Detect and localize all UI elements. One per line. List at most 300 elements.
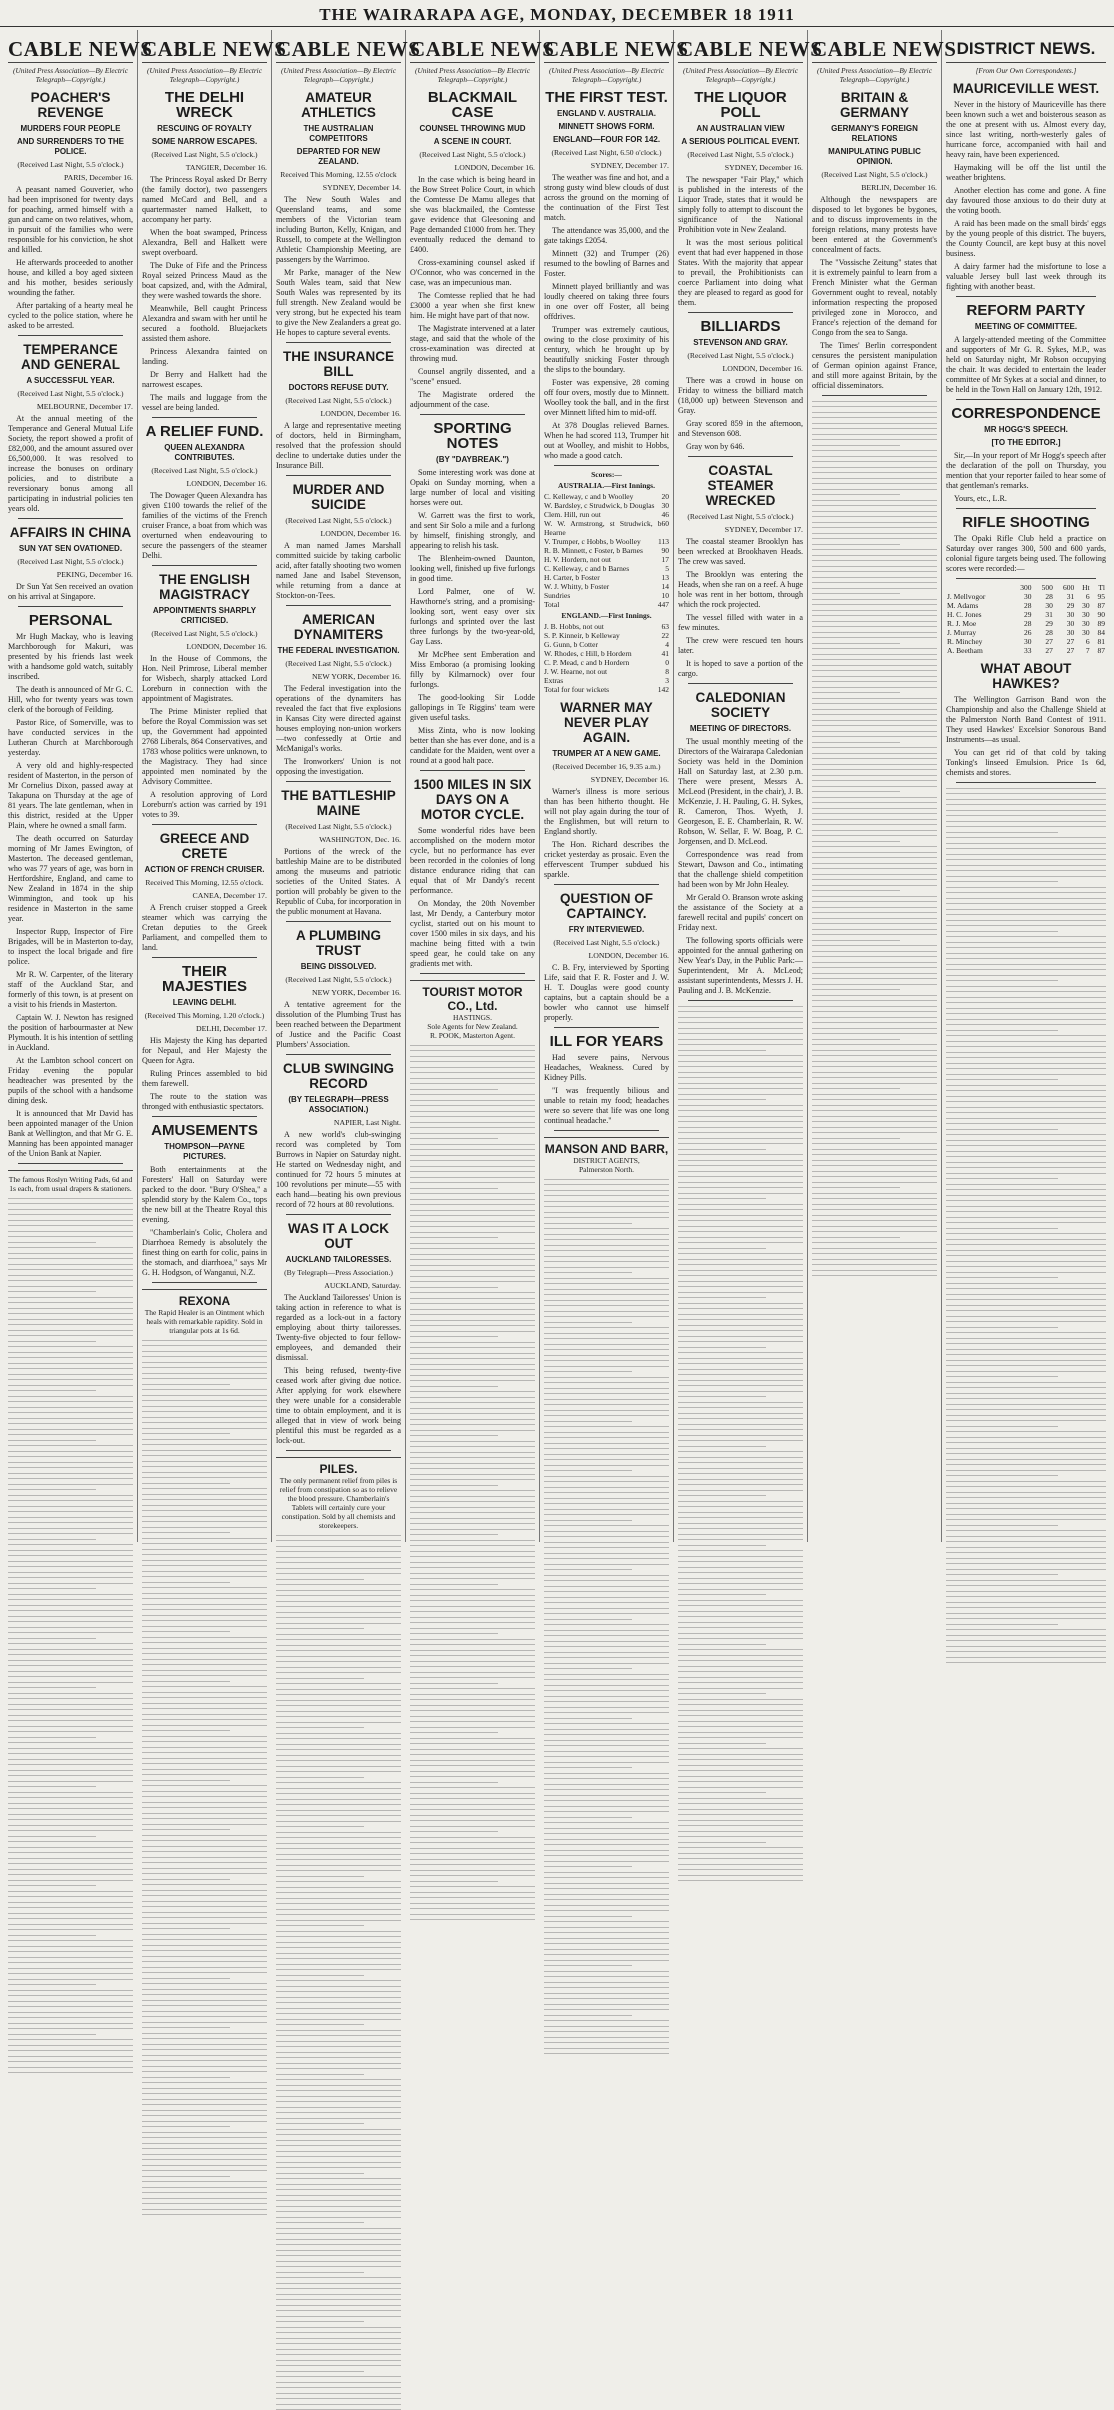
article-paragraph: W. Garrett was the first to work, and sent Sir Solo a mile and a furlong by himself, finishing strongly, and appearing to relish his task. [410,511,535,551]
divider [152,957,257,958]
received-note: (Received Last Night, 5.5 o'clock.) [8,389,133,399]
divider [420,973,525,974]
table-cell: 30 [1033,601,1054,610]
article-headline: AMERICAN DYNAMITERS [276,612,401,642]
column-header: CABLE NEWS [276,30,401,63]
table-cell: R. Minchey [946,637,1011,646]
article-paragraph: The coastal steamer Brooklyn has been wrecked at Brookhaven Heads. The crew was saved. [678,537,803,567]
article-paragraph: Some interesting work was done at Opaki on Sunday morning, when a large number of local and visiting horses were out. [410,468,535,508]
divider [286,342,391,343]
article-paragraph: A dairy farmer had the misfortune to lose a valuable Jersey bull last week through its fighting with another beast. [946,262,1106,292]
article-subheadline: AN AUSTRALIAN VIEW [678,124,803,134]
table-cell: 7 [1075,646,1090,655]
table-cell: R. J. Moe [946,619,1011,628]
article-paragraph: The crew were rescued ten hours later. [678,636,803,656]
article-subheadline: MINNETT SHOWS FORM. [544,122,669,132]
divider [688,312,793,313]
received-note: (Received Last Night, 5.5 o'clock.) [142,150,267,160]
article-subheadline: MEETING OF COMMITTEE. [946,322,1106,332]
table-cell: 6 [1075,592,1090,601]
runs: 13 [662,573,670,582]
dateline: SYDNEY, December 14. [276,183,401,193]
received-note: (Received Last Night, 5.5 o'clock.) [276,396,401,406]
article-paragraph: It is announced that Mr David has been appointed manager of the Union Bank at Wellington, and that Mr G. E. Manning has been appointed manager of the Union Bank at Napier. [8,1109,133,1159]
column [406,30,540,1542]
column [4,30,138,1542]
table-cell: 30 [1011,637,1032,646]
table-cell: J. Mellvogor [946,592,1011,601]
rifle-scores-table [946,583,1106,655]
received-note: (Received Last Night, 5.5 o'clock.) [8,160,133,170]
received-note: (Received Last Night, 5.5 o'clock.) [678,512,803,522]
divider [822,395,927,396]
article-paragraph: It is hoped to save a portion of the cargo. [678,659,803,679]
article-subheadline: SUN YAT SEN OVATIONED. [8,544,133,554]
table-cell: 30 [1054,628,1075,637]
batsman: Extras [544,676,563,685]
article-headline: CLUB SWINGING RECORD [276,1061,401,1091]
article-headline: COASTAL STEAMER WRECKED [678,463,803,508]
dateline: NEW YORK, December 16. [276,672,401,682]
article-subheadline: QUEEN ALEXANDRA CONTRIBUTES. [142,443,267,463]
column [808,30,942,1542]
article-paragraph: The usual monthly meeting of the Directors of the Wairarapa Caledonian Society was held in the Dominion Hall on Saturday last, at 2.30 p.m. There were present, Messrs A. McLeod (President, in the chair), J. B. McKenzie, J. H. Pauling, G. H. Sykes, R. Cameron, Thos. Wyeth, J. Georgeson, E. E. Chamberlain, R. W. Robson, W. Sellar, F. W. Boag, P. C. Jorgensen, and D. McLeod. [678,737,803,847]
ad-line: R. POOK, Masterton Agent. [410,1031,535,1040]
article-headline: THE DELHI WRECK [142,90,267,120]
score-row [544,555,669,564]
batsman: Sundries [544,591,570,600]
article-paragraph: Yours, etc., L.R. [946,494,1106,504]
received-note: (Received Last Night, 5.5 o'clock.) [142,629,267,639]
article-headline: MAURICEVILLE WEST. [946,81,1106,96]
received-note: (Received Last Night, 5.5 o'clock.) [678,351,803,361]
article-headline: ILL FOR YEARS [544,1034,669,1049]
article-paragraph: "Chamberlain's Colic, Cholera and Diarrhoea Remedy is absolutely the finest thing on earth for colic, pains in the stomach, and diarrhoea," says Mr G. H. Hodgson, of Wanganui, N.Z. [142,1228,267,1278]
score-row [544,658,669,667]
article-subheadline: GERMANY'S FOREIGN RELATIONS [812,124,937,144]
article-paragraph: The Wellington Garrison Band won the Championship and also the Challenge Shield at the Palmerston North Band Contest of 1911. They used Hawkes' Excelsior Sonorous Band Instruments—as usual. [946,695,1106,745]
dateline: SYDNEY, December 17. [678,525,803,535]
divider [18,518,123,519]
dateline: WASHINGTON, Dec. 16. [276,835,401,845]
column-credit: [From Our Own Correspondents.] [946,66,1106,75]
scoreboard [544,470,669,694]
ad-line: Palmerston North. [544,1165,669,1174]
article-subheadline: APPOINTMENTS SHARPLY CRITICISED. [142,606,267,626]
table-cell: 29 [1054,601,1075,610]
divider [956,296,1096,297]
article-headline: BILLIARDS [678,319,803,334]
received-note: (Received Last Night, 5.5 o'clock.) [276,659,401,669]
batsman: C. Kelleway, c and b Woolley [544,492,633,501]
score-row [544,573,669,582]
article-paragraph: A raid has been made on the small birds' eggs by the young people of this district. The buyers, the County Council, are kept busy at this novel business. [946,219,1106,259]
article-paragraph: The mails and luggage from the vessel are being landed. [142,393,267,413]
article-paragraph: The "Vossische Zeitung" states that it is extremely painful to learn from a French Minister what the German Government ought to reveal, notably information respecting the proposed privileged zone in Morocco, and France's rejection of the demand for Congo from the sea to Sanga. [812,258,937,338]
divider [956,782,1096,783]
received-note: (Received Last Night, 5.5 o'clock.) [142,466,267,476]
article-paragraph: Dr Sun Yat Sen received an ovation on his arrival at Singapore. [8,582,133,602]
article-paragraph: The Duke of Fife and the Princess Royal seized Princess Maud as the boat capsized, and, with the Admiral, they were washed towards the shore. [142,261,267,301]
score-row [544,640,669,649]
column-heading: Tl [1091,583,1106,592]
ad-name: PILES. [276,1462,401,1476]
divider [688,683,793,684]
article-subheadline: [TO THE EDITOR.] [946,438,1106,448]
received-note: Received This Morning, 12.55 o'clock [276,170,401,180]
article-headline: GREECE AND CRETE [142,831,267,861]
table-cell: 26 [1011,628,1032,637]
table-cell: 28 [1033,592,1054,601]
article-paragraph: The Magistrate intervened at a later stage, and said that the whole of the cross-examination was directed at throwing mud. [410,324,535,364]
divider [554,1130,659,1131]
table-cell: 87 [1091,646,1106,655]
article-subheadline: THE FEDERAL INVESTIGATION. [276,646,401,656]
received-note: (Received Last Night, 5.5 o'clock.) [276,822,401,832]
table-cell: 30 [1075,619,1090,628]
article-paragraph: The Brooklyn was entering the Heads, when she ran on a reef. A huge hole was rent in her bottom, through which the rock projected. [678,570,803,610]
table-cell: 84 [1091,628,1106,637]
table-cell: 31 [1054,592,1075,601]
divider [152,1116,257,1117]
table-cell: 33 [1011,646,1032,655]
divider [286,781,391,782]
runs: 8 [665,667,669,676]
article-paragraph: Gray scored 859 in the afternoon, and Stevenson 608. [678,419,803,439]
article-subheadline: FRY INTERVIEWED. [544,925,669,935]
received-note: (Received Last Night, 5.5 o'clock.) [812,170,937,180]
column [674,30,808,1542]
score-row [544,622,669,631]
column [942,30,1110,1542]
column-header: CABLE NEWS [678,30,803,63]
article-headline: MURDER AND SUICIDE [276,482,401,512]
dateline: DELHI, December 17. [142,1024,267,1034]
divider [554,465,659,466]
article-paragraph: C. B. Fry, interviewed by Sporting Life, said that F. R. Foster and J. W. H. T. Douglas were good county captains, but a captain should be a bowler who cannot use himself properly. [544,963,669,1023]
dateline: BERLIN, December 16. [812,183,937,193]
divider [18,335,123,336]
column-credit: (United Press Association—By Electric Telegraph—Copyright.) [8,66,133,84]
article-subheadline: THOMPSON—PAYNE PICTURES. [142,1142,267,1162]
article-paragraph: The Hon. Richard describes the cricket yesterday as prosaic. Even the effervescent Trumper subdued his sparkle. [544,840,669,880]
table-cell: 6 [1075,637,1090,646]
article-subheadline: ENGLAND—FOUR FOR 142. [544,135,669,145]
text-filler [276,1535,401,2410]
column-header: CABLE NEWS [812,30,937,63]
ad-name: TOURIST MOTOR CO., Ltd. [410,985,535,1013]
team-heading: ENGLAND.—First Innings. [544,611,669,620]
article-paragraph: A man named James Marshall committed suicide by taking carbolic acid, after fatally shooting two women named Jane and Isabel Stevenson, while returning from a dance at Stockton-on-Tees. [276,541,401,601]
article-headline: RIFLE SHOOTING [946,515,1106,530]
article-paragraph: Although the newspapers are disposed to let bygones be bygones, and to discuss improvements in the foreign relations, many protests have been entered at the Government's concealment of facts. [812,195,937,255]
dateline: LONDON, December 16. [276,409,401,419]
runs: 5 [665,564,669,573]
total-label: Total [544,600,559,609]
table-cell: A. Beetham [946,646,1011,655]
received-note: (Received Last Night, 5.5 o'clock.) [276,975,401,985]
article-headline: THE ENGLISH MAGISTRACY [142,572,267,602]
score-total [544,600,669,609]
runs: 14 [662,582,670,591]
article-paragraph: Never in the history of Mauriceville has there been known such a wet and boisterous season as the one at present with us. Almost every day, since last writing, north-westerly gales of hurricane force, accompanied with hail and heavy rain, have been experienced. [946,100,1106,160]
received-note: (Received Last Night, 5.5 o'clock.) [678,150,803,160]
masthead [0,4,1114,27]
article-paragraph: The Auckland Tailoresses' Union is taking action in reference to what is regarded as a lock-out in a factory employing about thirty tailoresses. Twenty-five objected to four fellow-employees, and demanded their dismissal. [276,1293,401,1363]
article-headline: WARNER MAY NEVER PLAY AGAIN. [544,700,669,745]
table-cell: 30 [1075,610,1090,619]
article-paragraph: A French cruiser stopped a Greek steamer which was carrying the Cretan deputies to the Greek Parliament, and compelled them to land. [142,903,267,953]
dateline: MELBOURNE, December 17. [8,402,133,412]
batsman: C. Kelleway, c and b Barnes [544,564,629,573]
received-note: (Received Last Night, 5.5 o'clock.) [276,516,401,526]
text-filler [8,1198,133,2074]
article-headline: BRITAIN & GERMANY [812,90,937,120]
table-cell: 30 [1011,592,1032,601]
article-paragraph: Foster was expensive, 28 coming off four overs, mostly due to Minnett. Woolley took the ball, and in the first over Minnett lifted him to mid-off. [544,378,669,418]
article-subheadline: BEING DISSOLVED. [276,962,401,972]
article-paragraph: Princess Alexandra fainted on landing. [142,347,267,367]
ad-line: The only permanent relief from piles is relief from constipation so as to relieve the blood pressure. Chamberlain's Tablets will certainly cure your constipation. Sold by all chemists and storekeepers. [276,1476,401,1530]
text-filler [678,1006,803,1882]
text-filler [410,1045,535,1921]
article-subheadline: ACTION OF FRENCH CRUISER. [142,865,267,875]
article-subheadline: A SERIOUS POLITICAL EVENT. [678,137,803,147]
score-row [544,564,669,573]
article-subheadline: MR HOGG'S SPEECH. [946,425,1106,435]
received-note: (Received Last Night, 5.5 o'clock.) [8,557,133,567]
table-cell: 28 [1033,628,1054,637]
advertisement [276,1457,401,1530]
article-paragraph: It was the most serious political event that had ever happened in those States. With the majority that appear to prevail, the Prohibitionists can coerce Parliament into doing what they are pleased to regard as good for them. [678,238,803,308]
score-row [544,676,669,685]
divider [152,824,257,825]
article-subheadline: AUCKLAND TAILORESSES. [276,1255,401,1265]
received-note: (Received Last Night, 5.5 o'clock.) [544,938,669,948]
article-headline: AMUSEMENTS [142,1123,267,1138]
total-label: Total for four wickets [544,685,609,694]
article-paragraph: A large and representative meeting of doctors, held in Birmingham, resolved that the profession should decline to undertake duties under the Insurance Bill. [276,421,401,471]
received-note: Received This Morning, 12.55 o'clock. [142,878,267,888]
dateline: SYDNEY, December 17. [544,161,669,171]
score-row [544,631,669,640]
article-paragraph: "I was frequently bilious and unable to retain my food; headaches were so severe that life was one long continual headache." [544,1086,669,1126]
divider [152,1282,257,1283]
divider [286,1214,391,1215]
masthead-title: THE WAIRARAPA AGE, MONDAY, DECEMBER 18 1911 [319,5,795,24]
scores-title: Scores:— [544,470,669,479]
article-headline: THE INSURANCE BILL [276,349,401,379]
advertisement [544,1137,669,1174]
score-row [544,546,669,555]
divider [18,1163,123,1164]
ad-line: Sole Agents for New Zealand. [410,1022,535,1031]
runs: 30 [662,501,670,510]
table-cell: 30 [1075,601,1090,610]
batsman: H. Carter, b Foster [544,573,600,582]
article-paragraph: He afterwards proceeded to another house, and killed a boy aged sixteen and his mother, besides seriously wounding the father. [8,258,133,298]
column-credit: (United Press Association—By Electric Telegraph—Copyright.) [812,66,937,84]
received-note: (Received This Morning, 1.20 o'clock.) [142,1011,267,1021]
article-headline: BLACKMAIL CASE [410,90,535,120]
column-header: CABLE NEWS [142,30,267,63]
article-paragraph: The Opaki Rifle Club held a practice on Saturday over ranges 300, 500 and 600 yards, colonial figure targets being used. The following scores were recorded:— [946,534,1106,574]
divider [286,1054,391,1055]
article-paragraph: The death occurred on Saturday morning of Mr James Ewington, of Masterton. The deceased gentleman, who was 77 years of age, was born in Hertfordshire, England, and came to New Zealand in 1874 in the ship Wimmington, and took up his residence in Masterton in the same year. [8,834,133,924]
article-paragraph: Sir,—In your report of Mr Hogg's speech after the declaration of the poll on Thursday, you mention that your reporter failed to hear some of that gentleman's remarks. [946,451,1106,491]
article-subheadline: SOME NARROW ESCAPES. [142,137,267,147]
article-paragraph: The Federal investigation into the operations of the dynamiters has revealed the fact that five explosions in Kansas City were directed against houses employing non-union workers—two confessedly at Ortie and McManigal's works. [276,684,401,754]
article-paragraph: You can get rid of that cold by taking Tonking's linseed Emulsion. Price 1s 6d, chemists and stores. [946,748,1106,778]
table-cell: 30 [1075,628,1090,637]
article-headline: AFFAIRS IN CHINA [8,525,133,540]
runs: 60 [662,519,670,537]
article-paragraph: Mr Parke, manager of the New South Wales team, said that New South Wales was represented by its full strength. New Zealand would be very strong, but he expected his team to give the New Zealanders a great go. He hopes to capture several events. [276,268,401,338]
article-paragraph: Counsel angrily dissented, and a "scene" ensued. [410,367,535,387]
article-paragraph: Minnett played brilliantly and was loudly cheered on taking three fours in one over off Foster, all being offdrives. [544,282,669,322]
column-heading [946,583,1011,592]
article-paragraph: A largely-attended meeting of the Committee and supporters of Mr G. R. Sykes, M.P., was held on Saturday night, Mr Robson occupying the chair. It was decided to entertain the leader committee of Mr Sykes at a social and dinner, to be held in the Town Hall on January 12th, 1912. [946,335,1106,395]
column-heading: 600 [1054,583,1075,592]
article-paragraph: A very old and highly-respected resident of Masterton, in the person of Mr Cornelius Dixon, passed away at Takapuna on Thursday at the age of 81 years. The late gentleman, when in this district, resided at the Upper Plain, where he owned a small farm. [8,761,133,831]
article-paragraph: The Prime Minister replied that before the Royal Commission was set up, the Government had appointed 2768 Liberals, 864 Conservatives, and 1783 whose politics were unknown, to the Magistracy. They had since appointed men nominated by the Advisory Committee. [142,707,267,787]
article-paragraph: Pastor Rice, of Somerville, was to have conducted services in the Lutheran Church at Marchborough yesterday. [8,718,133,758]
column-header: CABLE NEWS [544,30,669,63]
article-subheadline: A SUCCESSFUL YEAR. [8,376,133,386]
score-row [544,582,669,591]
article-paragraph: Mr Gerald O. Branson wrote asking the assistance of the Society at a farewell recital and pupils' concert on Friday next. [678,893,803,933]
score-row [544,501,669,510]
table-header-row [946,583,1106,592]
article-paragraph: The good-looking Sir Lodde gallopings in Te Riggins' team were given useful tasks. [410,693,535,723]
article-subheadline: TRUMPER AT A NEW GAME. [544,749,669,759]
table-row [946,646,1106,655]
team-heading: AUSTRALIA.—First Innings. [544,481,669,490]
column-credit: (United Press Association—By Electric Telegraph—Copyright.) [142,66,267,84]
batsman: Clem. Hill, run out [544,510,601,519]
article-paragraph: Dr Berry and Halkett had the narrowest escapes. [142,370,267,390]
article-paragraph: Mr Hugh Mackay, who is leaving Marchborough for Makuri, was presented by his friends last week with a handsome gold watch, suitably inscribed. [8,632,133,682]
table-row [946,592,1106,601]
text-filler [812,401,937,1277]
article-subheadline: DEPARTED FOR NEW ZEALAND. [276,147,401,167]
article-headline: WHAT ABOUT HAWKES? [946,661,1106,691]
article-headline: A RELIEF FUND. [142,424,267,439]
batsman: S. P. Kinneir, b Kelleway [544,631,620,640]
advertisement [8,1170,133,1193]
divider [420,414,525,415]
table-cell: J. Murray [946,628,1011,637]
dateline: SYDNEY, December 16. [678,163,803,173]
article-paragraph: A resolution approving of Lord Loreburn's action was carried by 191 votes to 39. [142,790,267,820]
score-row [544,492,669,501]
column [272,30,406,1542]
article-paragraph: Inspector Rupp, Inspector of Fire Brigades, will be in Masterton to-day, to inspect the local brigade and fire police. [8,927,133,967]
dateline: LONDON, December 16. [678,364,803,374]
table-cell: 28 [1011,619,1032,628]
divider [420,770,525,771]
dateline: SYDNEY, December 16. [544,775,669,785]
article-paragraph: The vessel filled with water in a few minutes. [678,613,803,633]
dateline: TANGIER, December 16. [142,163,267,173]
article-headline: SPORTING NOTES [410,421,535,451]
column-credit: (United Press Association—By Electric Telegraph—Copyright.) [410,66,535,84]
divider [286,1450,391,1451]
runs: 17 [662,555,670,564]
received-note: (Received Last Night, 6.50 o'clock.) [544,148,669,158]
article-headline: WAS IT A LOCK OUT [276,1221,401,1251]
article-paragraph: Some wonderful rides have been accomplished on the modern motor cycle, but no performance has ever been recorded in the colonies of long distance endurance riding that can equal that of Mr Dandy's recent performance. [410,826,535,896]
article-paragraph: Warner's illness is more serious than has been hitherto thought. He will not play again during the tour of the Englishmen, but will return to England shortly. [544,787,669,837]
divider [18,606,123,607]
table-cell: 31 [1033,610,1054,619]
article-paragraph: A new world's club-swinging record was completed by Tom Burrows in Napier on Saturday night. He started on Wednesday night, and continued for 72 hours 5 minutes at 100 revolutions per minute—55 with each hand—beating his own previous record of 72 hours at 80 revolutions. [276,1130,401,1210]
table-cell: 27 [1054,646,1075,655]
article-headline: THE FIRST TEST. [544,90,669,105]
batsman: G. Gunn, b Cotter [544,640,598,649]
runs: 0 [665,658,669,667]
runs: 90 [662,546,670,555]
divider [152,417,257,418]
article-paragraph: There was a crowd in house on Friday to witness the billiard match (18,000 up) between Stevenson and Gray. [678,376,803,416]
article-headline: CALEDONIAN SOCIETY [678,690,803,720]
runs: 63 [662,622,670,631]
article-paragraph: The Blenheim-owned Daunton, looking well, finished up five furlongs in good time. [410,554,535,584]
total-runs: 447 [658,600,669,609]
article-headline: CORRESPONDENCE [946,406,1106,421]
ad-name: REXONA [142,1294,267,1308]
runs: 113 [658,537,669,546]
divider [286,605,391,606]
article-subheadline: ENGLAND V. AUSTRALIA. [544,109,669,119]
runs: 22 [662,631,670,640]
article-subheadline: AND SURRENDERS TO THE POLICE. [8,137,133,157]
ad-line: The famous Roslyn Writing Pads, 6d and 1s each, from usual drapers & stationers. [8,1175,133,1193]
columns [4,30,1110,1542]
dateline: LONDON, December 16. [276,529,401,539]
score-row [544,510,669,519]
dateline: AUCKLAND, Saturday. [276,1281,401,1291]
runs: 4 [665,640,669,649]
article-paragraph: Correspondence was read from Stewart, Dawson and Co., intimating that the challenge shield competition had been won by Mr John Healey. [678,850,803,890]
table-cell: 30 [1054,619,1075,628]
article-paragraph: Haymaking will be off the list until the weather brightens. [946,163,1106,183]
table-cell: 27 [1054,637,1075,646]
table-row [946,601,1106,610]
column-credit: (United Press Association—By Electric Telegraph—Copyright.) [544,66,669,84]
article-paragraph: The newspaper "Fair Play," which is published in the interests of the Liquor Trade, states that it would be simply folly to attempt to discount the significance of the National Prohibition vote in New Zealand. [678,175,803,235]
article-paragraph: Miss Zinta, who is now looking better than she has ever done, and is a candidate for the Maiden, went over a round at a good halt pace. [410,726,535,766]
article-paragraph: Both entertainments at the Foresters' Hall on Saturday were packed to the door. "Bury O'Shea," a splendid story by the Kalem Co., tops the new bill at the Theatre Royal this evening. [142,1165,267,1225]
article-headline: A PLUMBING TRUST [276,928,401,958]
runs: 3 [665,676,669,685]
runs: 20 [662,492,670,501]
article-headline: THE LIQUOR POLL [678,90,803,120]
article-subheadline: STEVENSON AND GRAY. [678,338,803,348]
article-paragraph: Minnett (32) and Trumper (26) resumed to the bowling of Barnes and Foster. [544,249,669,279]
article-subheadline: THE AUSTRALIAN COMPETITORS [276,124,401,144]
dateline: LONDON, December 16. [544,951,669,961]
article-paragraph: The attendance was 35,000, and the gate takings £2054. [544,226,669,246]
article-paragraph: The New South Wales and Queensland teams, and some members of the Victorian team including Burton, Kelly, Knigan, and Russell, to compete at the Wellington Athletic Championship Meeting, are passengers by the Warrimoo. [276,195,401,265]
divider [554,1027,659,1028]
article-paragraph: At the annual meeting of the Temperance and General Mutual Life Society, the report showed a profit of £82,000, and the amount assured over £6,500,000. It was resolved to increase the bonuses on ordinary policies, and to distribute a reversionary bonus among all participating in industrial policies ten years old. [8,414,133,514]
article-paragraph: At 378 Douglas relieved Barnes. When he had scored 113, Trumper hit out at Woolley, and mishit to Hobbs, who made a good catch. [544,421,669,461]
article-paragraph: Trumper was extremely cautious, owing to the close proximity of his century, which he brought up by beautifully snicking Foster through the slips to the boundary. [544,325,669,375]
article-headline: THEIR MAJESTIES [142,964,267,994]
divider [956,508,1096,509]
divider [688,1000,793,1001]
